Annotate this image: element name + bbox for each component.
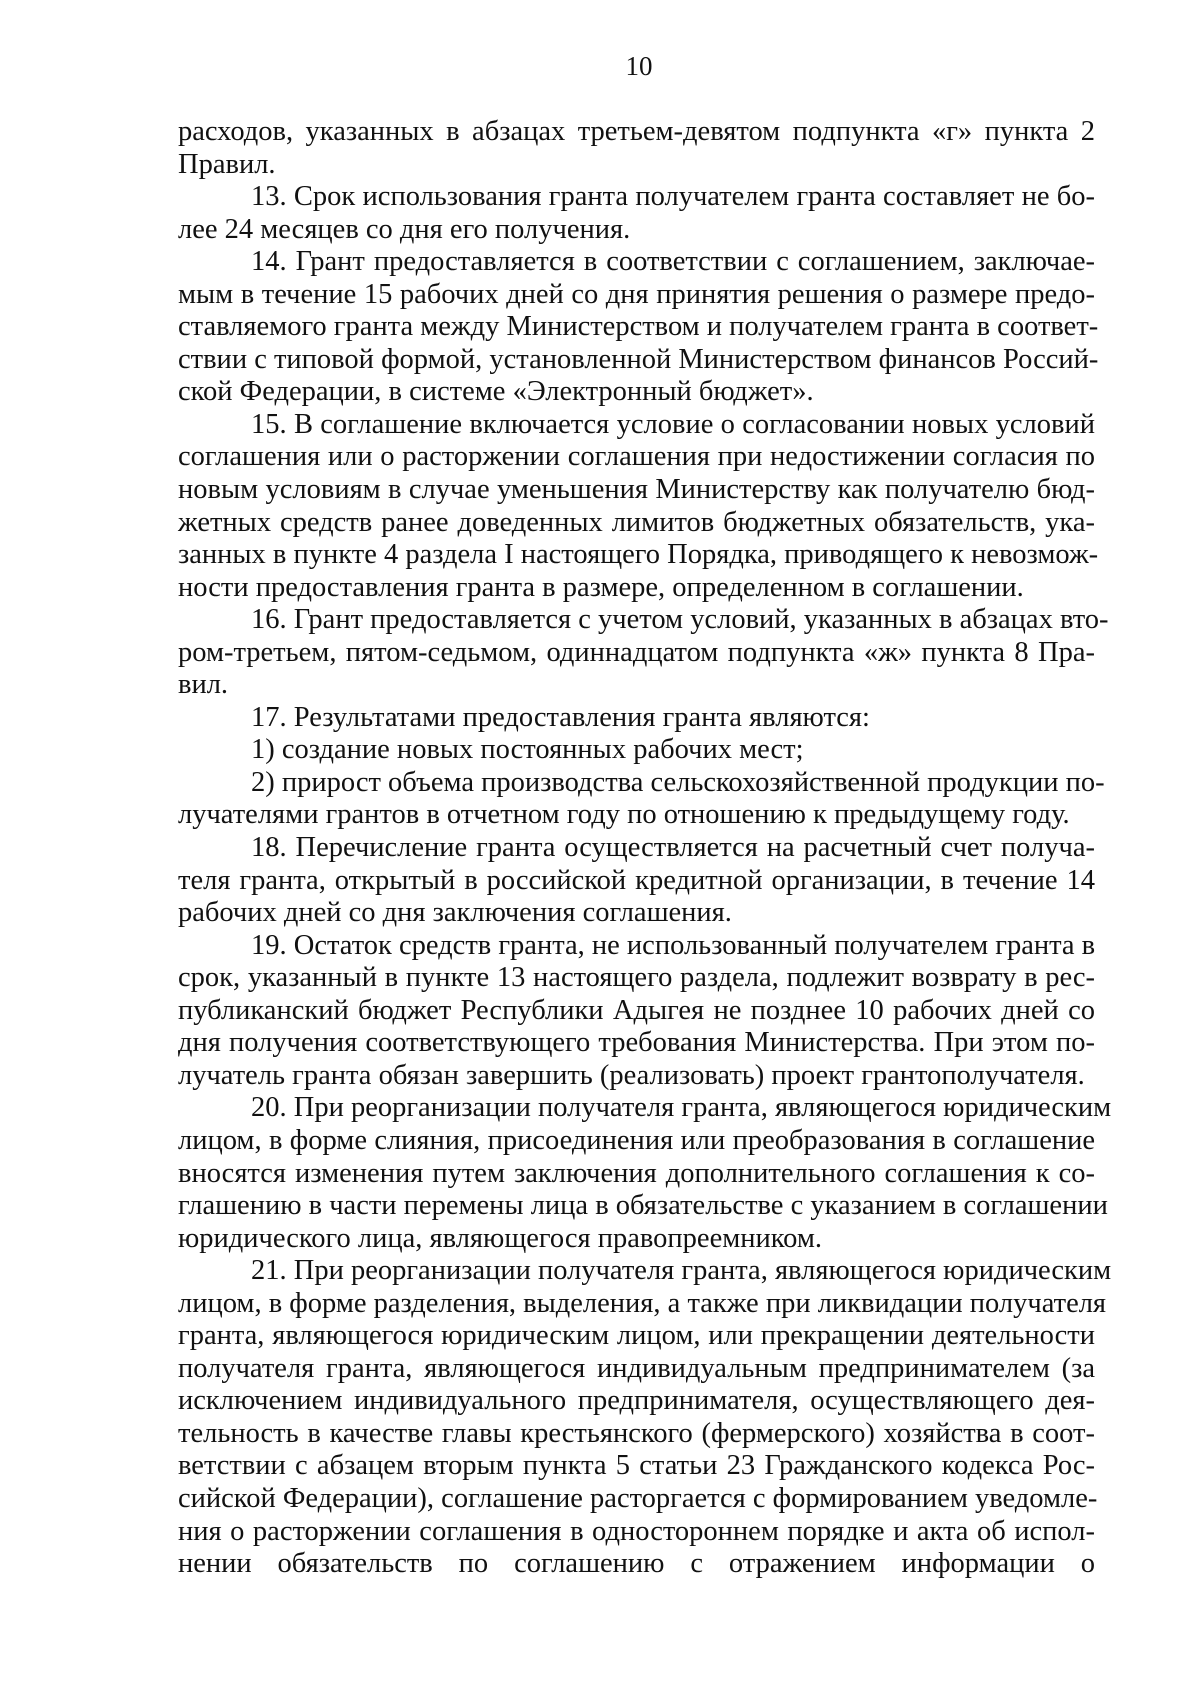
text-line: ской Федерации, в системе «Электронный бюджет». bbox=[178, 376, 814, 408]
text-line: нении обязательств по соглашению с отражением информации о bbox=[178, 1548, 1095, 1580]
text-line: сийской Федерации), соглашение расторгается с формированием уведомле- bbox=[178, 1482, 1098, 1514]
paragraph-first-line: 2) прирост объема производства сельскохозяйственной продукции по- bbox=[251, 766, 1105, 798]
text-line: лучателями грантов в отчетном году по отношению к предыдущему году. bbox=[178, 799, 1070, 831]
text-line: ствии с типовой формой, установленной Министерством финансов Россий- bbox=[178, 343, 1099, 375]
text-line: лее 24 месяцев со дня его получения. bbox=[178, 213, 631, 245]
text-line: лучатель гранта обязан завершить (реализовать) проект грантополучателя. bbox=[178, 1059, 1085, 1091]
text-line: жетных средств ранее доведенных лимитов бюджетных обязательств, ука- bbox=[178, 506, 1095, 538]
paragraph-first-line: 19. Остаток средств гранта, не использованный получателем гранта в bbox=[251, 929, 1096, 961]
text-line: дня получения соответствующего требования Министерства. При этом по- bbox=[178, 1027, 1095, 1059]
text-line: вносятся изменения путем заключения дополнительного соглашения к со- bbox=[178, 1157, 1095, 1189]
text-line: соглашения или о расторжении соглашения при недостижении согласия по bbox=[178, 441, 1095, 473]
paragraph-first-line: 15. В соглашение включается условие о согласовании новых условий bbox=[251, 408, 1095, 440]
text-line: мым в течение 15 рабочих дней со дня принятия решения о размере предо- bbox=[178, 278, 1095, 310]
document-body bbox=[178, 116, 1112, 1581]
text-line: ставляемого гранта между Министерством и получателем гранта в соответ- bbox=[178, 311, 1099, 343]
text-line: ветствии с абзацем вторым пункта 5 статьи 23 Гражданского кодекса Рос- bbox=[178, 1450, 1095, 1482]
text-line: вил. bbox=[178, 669, 229, 701]
page-number: 10 bbox=[625, 51, 653, 81]
text-line: срок, указанный в пункте 13 настоящего раздела, подлежит возврату в рес- bbox=[178, 962, 1095, 994]
text-line: исключением индивидуального предпринимателя, осуществляющего дея- bbox=[178, 1385, 1095, 1417]
paragraph-first-line: 1) создание новых постоянных рабочих мест; bbox=[251, 734, 804, 766]
paragraph-first-line: 14. Грант предоставляется в соответствии с соглашением, заключае- bbox=[251, 246, 1095, 278]
text-line: ности предоставления гранта в размере, определенном в соглашении. bbox=[178, 571, 1024, 603]
paragraph-first-line: 13. Срок использования гранта получателем гранта составляет не бо- bbox=[251, 181, 1095, 213]
text-line: лицом, в форме слияния, присоединения или преобразования в соглашение bbox=[178, 1124, 1095, 1156]
text-line: расходов, указанных в абзацах третьем-девятом подпункта «г» пункта 2 bbox=[178, 116, 1095, 147]
text-line: ния о расторжении соглашения в одностороннем порядке и акта об испол- bbox=[178, 1515, 1095, 1547]
text-line: глашению в части перемены лица в обязательстве с указанием в соглашении bbox=[178, 1190, 1108, 1222]
paragraph-first-line: 17. Результатами предоставления гранта являются: bbox=[251, 701, 870, 733]
text-line: гранта, являющегося юридическим лицом, или прекращении деятельности bbox=[178, 1320, 1095, 1352]
text-line: новым условиям в случае уменьшения Министерству как получателю бюд- bbox=[178, 474, 1095, 506]
text-line: рабочих дней со дня заключения соглашения. bbox=[178, 897, 732, 929]
text-line: тельность в качестве главы крестьянского (фермерского) хозяйства в соот- bbox=[178, 1417, 1095, 1449]
text-line: занных в пункте 4 раздела I настоящего Порядка, приводящего к невозмож- bbox=[178, 539, 1099, 571]
text-line: лицом, в форме разделения, выделения, а также при ликвидации получателя bbox=[178, 1287, 1107, 1319]
paragraph-first-line: 16. Грант предоставляется с учетом условий, указанных в абзацах вто- bbox=[251, 604, 1109, 636]
text-line: публиканский бюджет Республики Адыгея не позднее 10 рабочих дней со bbox=[178, 994, 1095, 1026]
text-line: юридического лица, являющегося правопреемником. bbox=[178, 1222, 823, 1254]
paragraph-first-line: 21. При реорганизации получателя гранта, являющегося юридическим bbox=[251, 1255, 1112, 1287]
text-line: Правил. bbox=[178, 148, 276, 180]
text-line: ром-третьем, пятом-седьмом, одиннадцатом подпункта «ж» пункта 8 Пра- bbox=[178, 636, 1095, 668]
text-line: получателя гранта, являющегося индивидуальным предпринимателем (за bbox=[178, 1352, 1095, 1384]
paragraph-first-line: 20. При реорганизации получателя гранта, являющегося юридическим bbox=[251, 1092, 1112, 1124]
text-line: теля гранта, открытый в российской кредитной организации, в течение 14 bbox=[178, 864, 1095, 896]
paragraph-first-line: 18. Перечисление гранта осуществляется на расчетный счет получа- bbox=[251, 832, 1095, 864]
